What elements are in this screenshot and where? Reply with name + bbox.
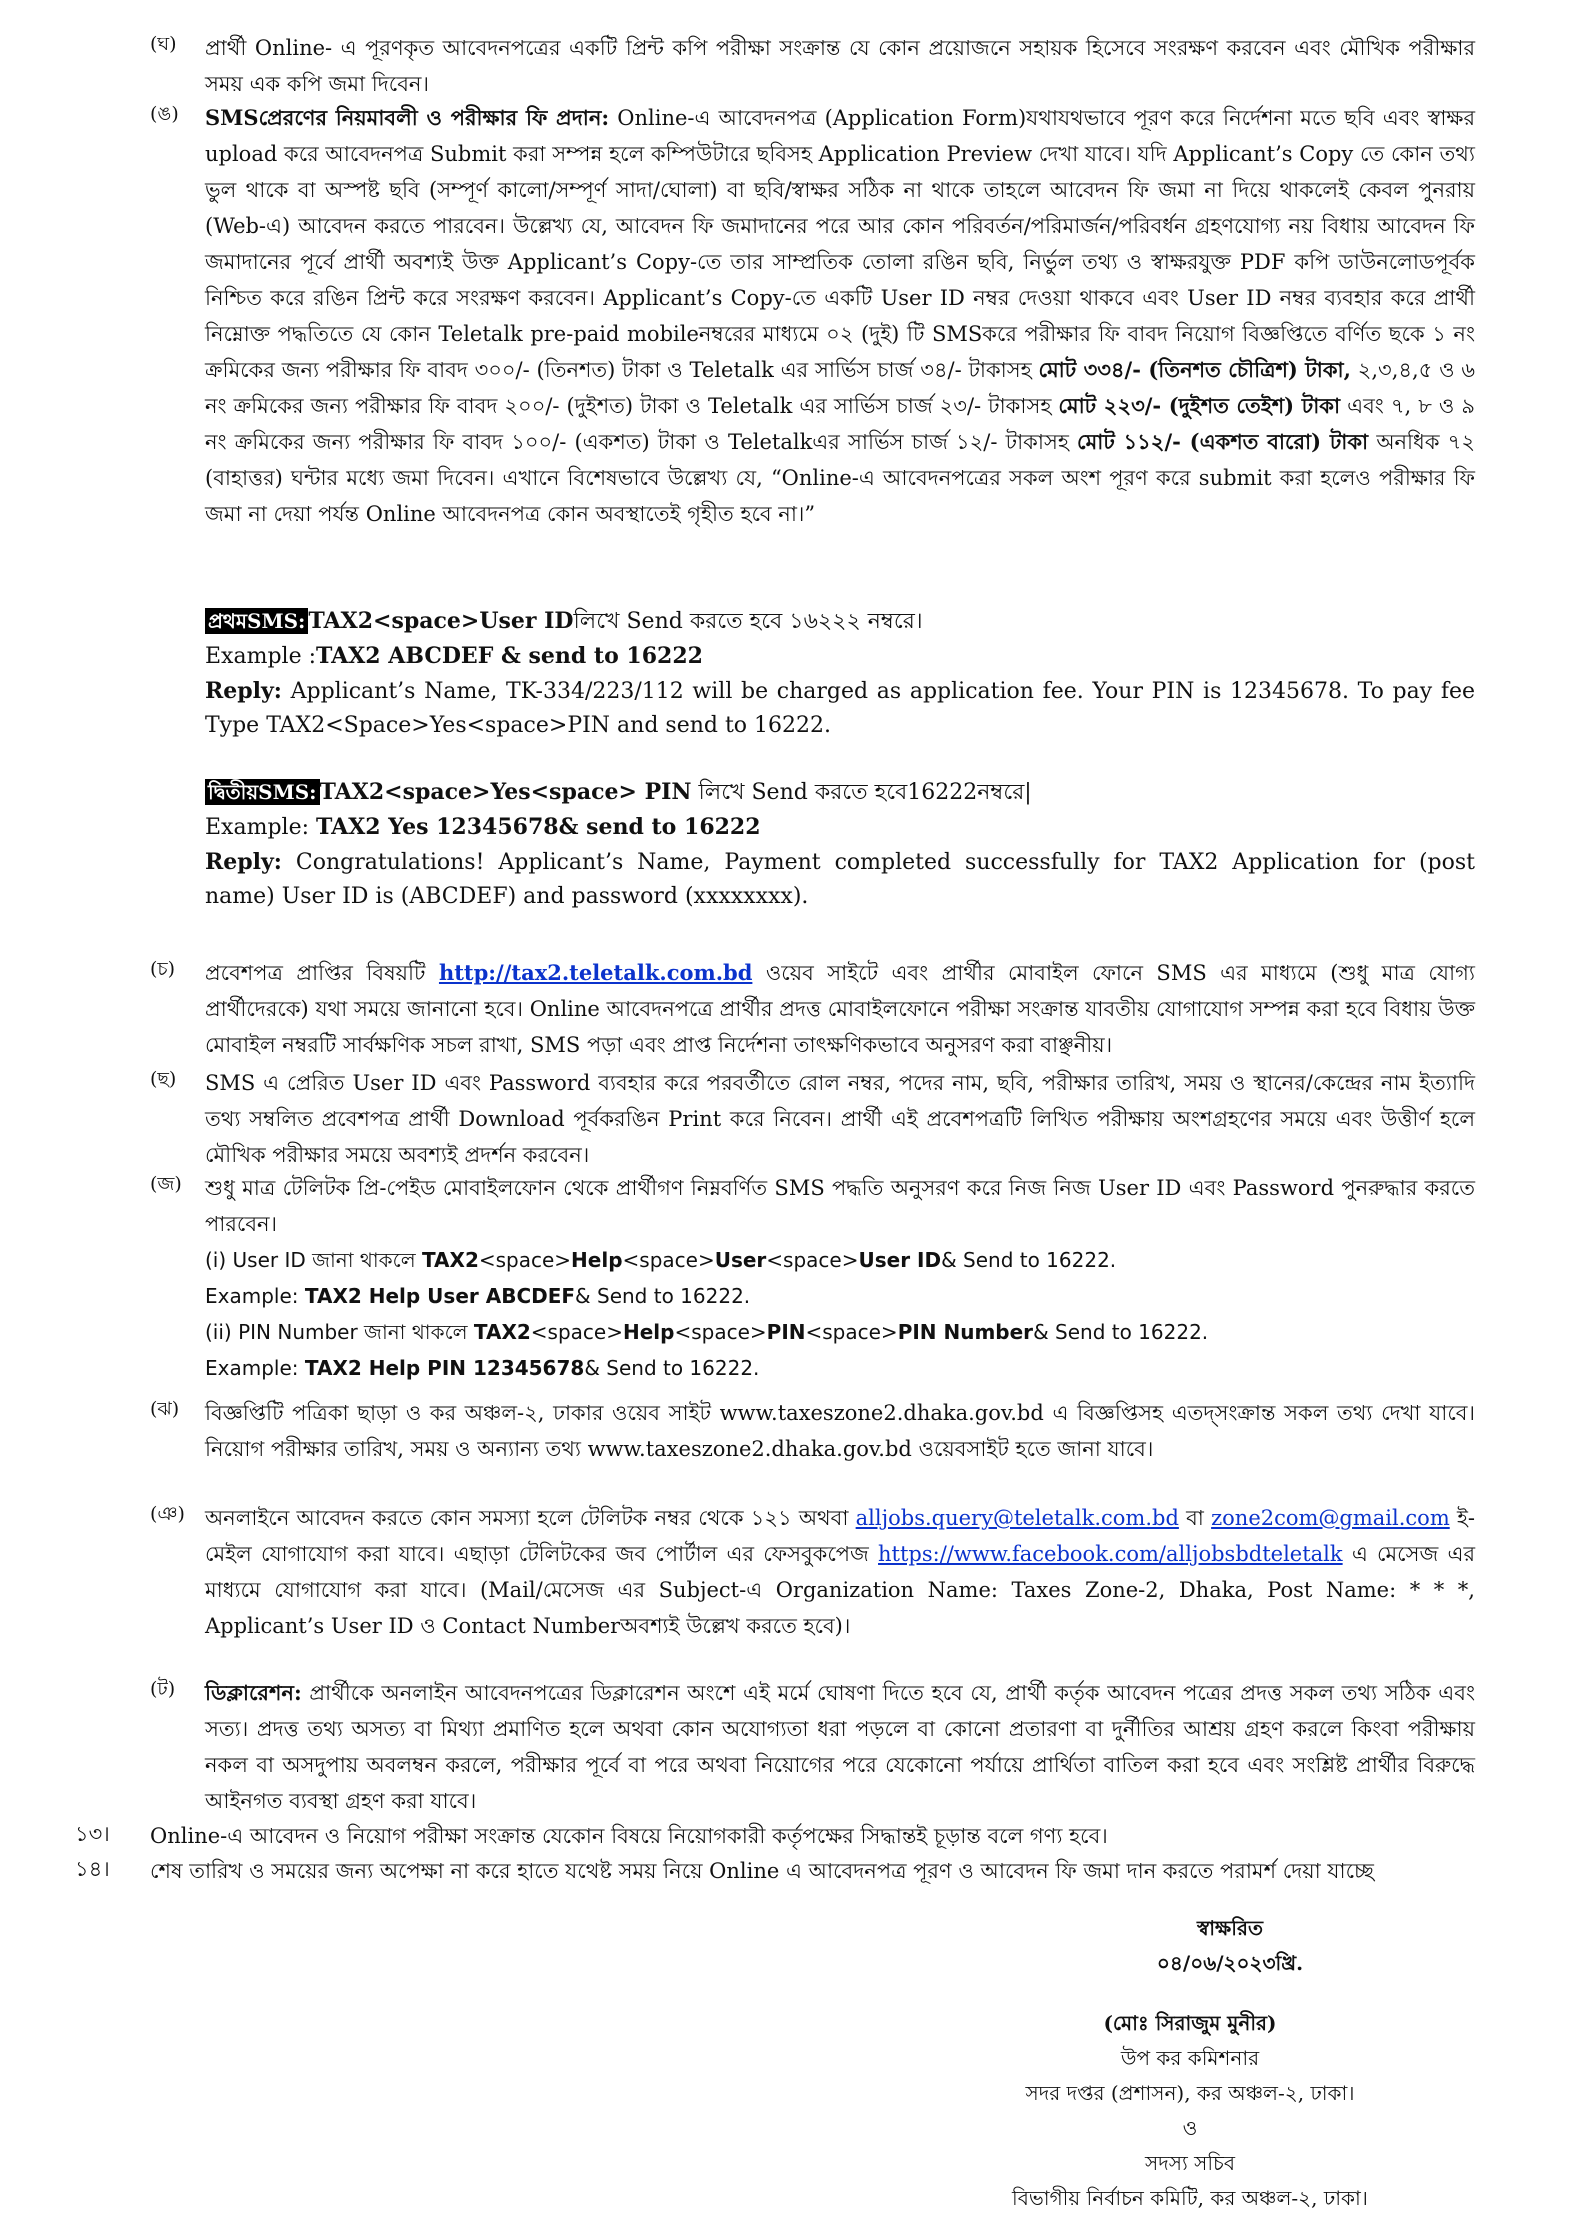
signatory-role: সদস্য সচিব <box>1145 2151 1235 2175</box>
clause-ja <box>150 1170 1475 1386</box>
clause-text-part: Online-এ আবেদনপত্র (Application Form)যথাযথভাবে পূরণ করে নির্দেশনা মতে ছবি এবং স্বাক্ষর upload করে আবেদনপত্র Submit করা সম্পন্ন হলে কম্পিউটারে ছবিসহ Application Preview দেখা যাবে। যদি Applicant’s Copy তে কোন তথ্য ভুল থাকে বা অস্পষ্ট ছবি (সম্পূর্ণ কালো/সম্পূর্ণ সাদা/ঘোলা) বা ছবি/স্বাক্ষর সঠিক না থাকে তাহলে আবেদন ফি জমা না দিয়ে থাকলেই কেবল পুনরায় (Web-এ) আবেদন করতে পারবেন। উল্লেখ্য যে, আবেদন ফি জমাদানের পরে আর কোন পরিবর্তন/পরিমার্জন/পরিবর্ধন গ্রহণযোগ্য নয় বিধায় আবেদন ফি জমাদানের পূর্বে প্রার্থী অবশ্যই উক্ত Applicant’s Copy-তে তার সাম্প্রতিক তোলা রঙিন ছবি, নির্ভুল তথ্য ও স্বাক্ষরযুক্ত PDF কপি ডাউনলোডপূর্বক নিশ্চিত করে রঙিন প্রিন্ট করে সংরক্ষণ করবেন। Applicant’s Copy-তে একটি User ID নম্বর দেওয়া থাকবে এবং User ID নম্বর ব্যবহার করে প্রার্থী নিম্নোক্ত পদ্ধতিতে যে কোন Teletalk pre-paid mobileনম্বরের মাধ্যমে ০২ (দুই) টি SMSকরে পরীক্ষার ফি বাবদ নিয়োগ বিজ্ঞপ্তিতে বর্ণিত ছকে ১ নং ক্রমিকের জন্য পরীক্ষার ফি বাবদ ৩০০/- (তিনশত) টাকা ও Teletalk এর সার্ভিস চার্জ ৩৪/- টাকাসহ <box>205 106 1475 382</box>
fee-total-223: মোট ২২৩/- (দুইশত তেইশ) টাকা <box>1058 393 1341 418</box>
signatory-name: (মোঃ সিরাজুম মুনীর) <box>1103 2011 1277 2035</box>
signatory-committee: বিভাগীয় নির্বাচন কমিটি, কর অঞ্চল-২, ঢাকা। <box>1012 2186 1368 2210</box>
item-13-number: ১৩। <box>75 1822 110 1846</box>
clause-chha <box>150 1065 1475 1173</box>
sms-first-label: প্রথমSMS: <box>205 608 308 634</box>
clause-marker: (ঞ) <box>150 1503 185 1525</box>
clause-text: SMS এ প্রেরিত User ID এবং Password ব্যবহার করে পরবর্তীতে রোল নম্বর, পদের নাম, ছবি, পরীক্ষার তারিখ, সময় ও স্থানের/কেন্দ্রের নাম ইত্যাদি তথ্য সম্বলিত প্রবেশপত্র প্রার্থী Download পূর্বকরঙিন Print করে নিবেন। প্রার্থী এই প্রবেশপত্রটি লিখিত পরীক্ষায় অংশগ্রহণের সময়ে এবং উত্তীর্ণ হলে মৌখিক পরীক্ষার সময়ে অবশ্যই প্রদর্শন করবেন। <box>205 1071 1475 1167</box>
clause-marker: (চ) <box>150 958 176 980</box>
clause-cha <box>150 955 1475 1063</box>
fee-total-112: মোট ১১২/- (একশত বারো) টাকা <box>1077 429 1369 454</box>
recovery-userid-example: Example: TAX2 Help User ABCDEF& Send to 16222. <box>205 1284 751 1308</box>
clause-uma-sms-rules <box>150 100 1475 532</box>
sms-first-instruction: লিখে Send করতে হবে ১৬২২২ নম্বরে। <box>573 609 923 634</box>
recovery-userid-line: (i) User ID জানা থাকলে TAX2<space>Help<space>User<space>User ID& Send to 16222. <box>205 1248 1117 1272</box>
item-14-number: ১৪। <box>75 1857 110 1881</box>
clause-text: প্রার্থী Online- এ পূরণকৃত আবেদনপত্রের একটি প্রিন্ট কপি পরীক্ষা সংক্রান্ত যে কোন প্রয়োজনে সহায়ক হিসেবে সংরক্ষণ করবেন এবং মৌখিক পরীক্ষার সময় এক কপি জমা দিবেন। <box>205 36 1475 96</box>
clause-text-part: অনধিক ৭২ (বাহাত্তর) ঘন্টার মধ্যে জমা দিবেন। এখানে বিশেষভাবে উল্লেখ্য যে, “Online-এ আবেদনপত্রের সকল অংশ পূরণ করে submit করা হলেও পরীক্ষার ফি জমা না দেয়া পর্যন্ত Online আবেদনপত্র কোন অবস্থাতেই গৃহীত হবে না।” <box>205 430 1475 526</box>
clause-nya <box>150 1500 1475 1644</box>
clause-gha <box>150 30 1475 102</box>
facebook-page-link[interactable]: https://www.facebook.com/alljobsbdteletalk <box>878 1542 1343 1566</box>
clause-marker: (ছ) <box>150 1068 177 1090</box>
clause-text-part: এবং ৭, ৮ ও ৯ নং ক্রমিকের জন্য পরীক্ষার ফি বাবদ ১০০/- (একশত) টাকা ও Teletalkএর সার্ভিস চার্জ ১২/- টাকাসহ <box>205 394 1475 454</box>
sms-first-reply: Reply: Applicant’s Name, TK-334/223/112 will be charged as application fee. Your PIN is 12345678. To pay fee Type TAX2<Space>Yes<space>PIN and send to 16222. <box>205 678 1475 738</box>
clause-text: শুধু মাত্র টেলিটক প্রি-পেইড মোবাইলফোন থেকে প্রার্থীগণ নিম্নবর্ণিত SMS পদ্ধতি অনুসরণ করে নিজ নিজ User ID এবং Password পুনরুদ্ধার করতে পারবেন। <box>205 1176 1475 1236</box>
clause-body <box>205 100 1475 532</box>
sms-first-example: Example :TAX2 ABCDEF & send to 16222 <box>205 643 703 669</box>
sms-second-command: TAX2<space>Yes<space> PIN <box>319 779 692 805</box>
recovery-pin-example: Example: TAX2 Help PIN 12345678& Send to 16222. <box>205 1356 760 1380</box>
sms-first-command-line <box>205 604 1475 639</box>
sms-second-label: দ্বিতীয়SMS: <box>205 779 320 805</box>
admit-card-link[interactable]: http://tax2.teletalk.com.bd <box>438 960 753 985</box>
clause-marker: (ঘ) <box>150 33 177 55</box>
signatory-designation: উপ কর কমিশনার <box>1120 2046 1260 2070</box>
clause-body: ডিক্লারেশন: প্রার্থীকে অনলাইন আবেদনপত্রের ডিক্লারেশন অংশে এই মর্মে ঘোষণা দিতে হবে যে, প্রার্থী কর্তৃক আবেদন পত্রের প্রদত্ত সকল তথ্য সঠিক এবং সত্য। প্রদত্ত তথ্য অসত্য বা মিথ্যা প্রমাণিত হলে অথবা কোন অযোগ্যতা ধরা পড়লে বা কোনো প্রতারণা বা দুর্নীতির আশ্রয় গ্রহণ করলে কিংবা পরীক্ষায় নকল বা অসদুপায় অবলম্বন করলে, পরীক্ষার পূর্বে বা পরে অথবা নিয়োগের পরে যেকোনো পর্যায়ে প্রার্থিতা বাতিল করা হবে এবং সংশ্লিষ্ট প্রার্থীর বিরুদ্ধে আইনগত ব্যবস্থা গ্রহণ করা যাবে। <box>205 1680 1475 1813</box>
signatory-office: সদর দপ্তর (প্রশাসন), কর অঞ্চল-২, ঢাকা। <box>1025 2081 1355 2105</box>
signatory-and: ও <box>1182 2116 1198 2140</box>
signature-date: ০৪/০৬/২০২৩খ্রি. <box>1156 1951 1304 1975</box>
sms-second-block <box>205 775 1475 914</box>
clause-marker: (ট) <box>150 1678 176 1700</box>
teletalk-email-link[interactable]: alljobs.query@teletalk.com.bd <box>855 1506 1179 1530</box>
clause-text-part: ২,৩,৪,৫ ও ৬ নং ক্রমিকের জন্য পরীক্ষার ফি বাবদ ২০০/- (দুইশত) টাকা ও Teletalk এর সার্ভিস চার্জ ২৩/- টাকাসহ <box>205 358 1475 418</box>
sms-second-reply: Reply: Congratulations! Applicant’s Name, Payment completed successfully for TAX2 Application for (post name) User ID is (ABCDEF) and password (xxxxxxxx). <box>205 849 1475 909</box>
clause-marker: (ঝ) <box>150 1398 180 1420</box>
sms-second-command-line <box>205 775 1475 810</box>
sms-first-command: TAX2<space>User ID <box>308 608 574 634</box>
sms-second-example: Example: TAX2 Yes 12345678& send to 16222 <box>205 814 761 840</box>
clause-marker: (ঙ) <box>150 103 179 125</box>
clause-body: প্রবেশপত্র প্রাপ্তির বিষয়টি http://tax2.teletalk.com.bd ওয়েব সাইটে এবং প্রার্থীর মোবাইল ফোনে SMS এর মাধ্যমে (শুধু মাত্র যোগ্য প্রার্থীদেরকে) যথা সময়ে জানানো হবে। Online আবেদনপত্রে প্রার্থীর প্রদত্ত মোবাইলফোনে পরীক্ষা সংক্রান্ত যাবতীয় যোগাযোগ সম্পন্ন করা হবে বিধায় উক্ত মোবাইল নম্বরটি সার্বক্ষণিক সচল রাখা, SMS পড়া এবং প্রাপ্ত নির্দেশনা তাৎক্ষণিকভাবে অনুসরণ করা বাঞ্ছনীয়। <box>205 960 1475 1057</box>
clause-marker: (জ) <box>150 1173 182 1195</box>
clause-heading: SMSপ্রেরণের নিয়মাবলী ও পরীক্ষার ফি প্রদান: <box>205 105 610 130</box>
fee-total-334: মোট ৩৩৪/- (তিনশত চৌত্রিশ) টাকা, <box>1038 357 1351 382</box>
clause-jha <box>150 1395 1475 1467</box>
recovery-pin-line: (ii) PIN Number জানা থাকলে TAX2<space>Help<space>PIN<space>PIN Number& Send to 16222. <box>205 1320 1209 1344</box>
signed-label: স্বাক্ষরিত <box>1197 1916 1263 1940</box>
item-14-text: শেষ তারিখ ও সময়ের জন্য অপেক্ষা না করে হাতে যথেষ্ট সময় নিয়ে Online এ আবেদনপত্র পূরণ ও আবেদন ফি জমা দান করতে পরামর্শ দেয়া যাচ্ছে <box>150 1859 1374 1883</box>
clause-text: বিজ্ঞপ্তিটি পত্রিকা ছাড়া ও কর অঞ্চল-২, ঢাকার ওয়েব সাইট www.taxeszone2.dhaka.gov.bd এ বিজ্ঞপ্তিসহ এতদ্সংক্রান্ত সকল তথ্য দেখা যাবে। নিয়োগ পরীক্ষার তারিখ, সময় ও অন্যান্য তথ্য www.taxeszone2.dhaka.gov.bd ওয়েবসাইট হতে জানা যাবে। <box>205 1401 1475 1461</box>
sms-second-instruction: লিখে Send করতে হবে16222নম্বরে| <box>698 780 1032 805</box>
item-13-text: Online-এ আবেদন ও নিয়োগ পরীক্ষা সংক্রান্ত যেকোন বিষয়ে নিয়োগকারী কর্তৃপক্ষের সিদ্ধান্তই চূড়ান্ত বলে গণ্য হবে। <box>150 1824 1108 1848</box>
sms-first-block <box>205 604 1475 743</box>
clause-body: অনলাইনে আবেদন করতে কোন সমস্যা হলে টেলিটক নম্বর থেকে ১২১ অথবা alljobs.query@teletalk.com.bd বা zone2com@gmail.com ই-মেইল যোগাযোগ করা যাবে। এছাড়া টেলিটকের জব পোর্টাল এর ফেসবুকপেজ https://www.facebook.com/alljobsbdteletalk এ মেসেজ এর মাধ্যমে যোগাযোগ করা যাবে। (Mail/মেসেজ এর Subject-এ Organization Name: Taxes Zone-2, Dhaka, Post Name: * * *, Applicant’s User ID ও Contact Numberঅবশ্যই উল্লেখ করতে হবে)। <box>205 1506 1475 1638</box>
clause-ta-declaration <box>150 1675 1475 1819</box>
zone2-email-link[interactable]: zone2com@gmail.com <box>1211 1506 1450 1530</box>
